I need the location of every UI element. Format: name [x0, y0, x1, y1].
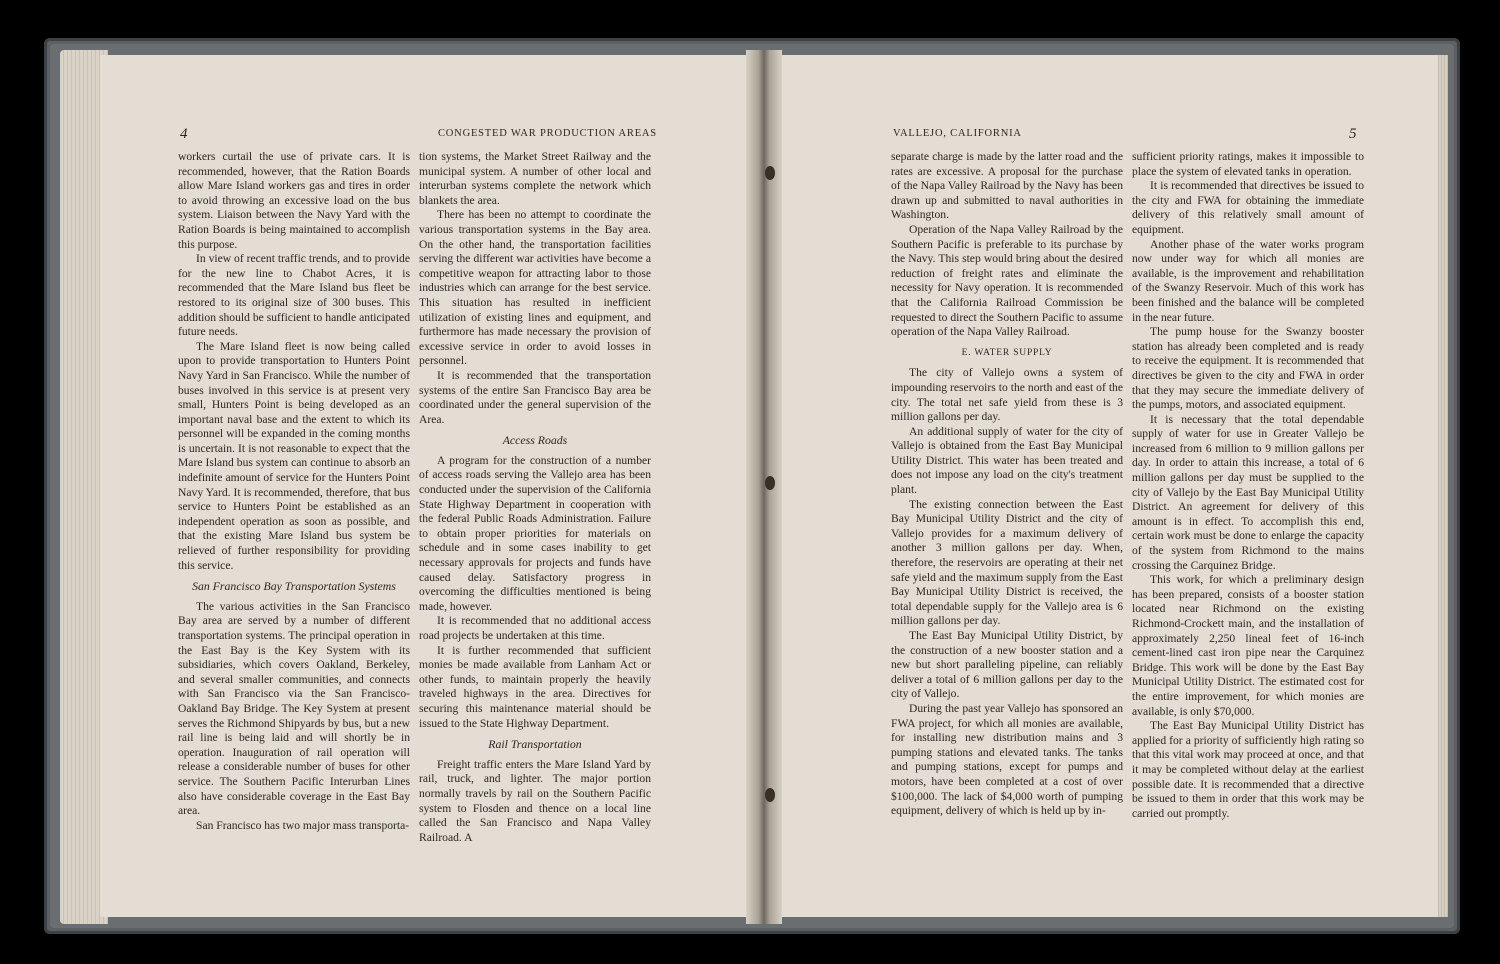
binding-hole [765, 476, 775, 490]
paragraph: This work, for which a preliminary design has been prepared, consists of a booster station located near Richmond on the existing Richmond-Crockett main, and the installation of approximately 2,250 lineal feet of 16-inch cement-lined cast iron pipe near the Carquinez Bridge. This work will be done by the East Bay Municipal Utility District. The estimated cost for the entire improvement, for which monies are available, is only $70,000. [1132, 573, 1364, 718]
section-heading: Rail Transportation [488, 737, 582, 752]
paragraph: There has been no attempt to coordinate the various transportation systems in the Bay area. On the other hand, the transportation facilities serving the different war activities have become a competitive weapon for attracting labor to those industries which can arrange for the best service. This situation has resulted in inefficient utilization of existing lines and equipment, and furthermore has made necessary the provision of excessive service in order to avoid losses in personnel. [419, 208, 651, 368]
section-heading: E. WATER SUPPLY [961, 347, 1053, 358]
paragraph: It is recommended that the transportation systems of the entire San Francisco Bay area be coordinated under the general supervision of the Area. [419, 368, 651, 426]
paragraph: The pump house for the Swanzy booster station has already been completed and is ready to receive the equipment. It is recommended that directives be given to the city and FWA in order that they may secure the immediate delivery of the pumps, motors, and associated equipment. [1132, 325, 1364, 412]
paragraph: The Mare Island fleet is now being called upon to provide transportation to Hunters Point Navy Yard in San Francisco. While the number of buses involved in this service is at present very small, Hunters Point is being developed as an important naval base and the extent to which its personnel will be expanded in the coming months is uncertain. It is not reasonable to expect that the Mare Island bus system can continue to absorb an indefinite amount of service for the Hunters Point Navy Yard. It is recommended, therefore, that bus service to Hunters Point be established as an independent operation as soon as possible, and that the existing Mare Island bus system be relieved of further responsibility for providing this service. [178, 339, 410, 572]
paragraph: sufficient priority ratings, makes it impossible to place the system of elevated tanks in operation. [1132, 150, 1364, 178]
paragraph: Freight traffic enters the Mare Island Yard by rail, truck, and lighter. The major portion normally travels by rail on the Southern Pacific system to Flosden and thence on a local line called the San Francisco and Napa Valley Railroad. A [419, 757, 651, 844]
paragraph: separate charge is made by the latter road and the rates are excessive. A proposal for the purchase of the Napa Valley Railroad by the Navy has been drawn up and submitted to naval authorities in Washington. [891, 150, 1123, 222]
paragraph: The various activities in the San Francisco Bay area are served by a number of different transportation systems. The principal operation in the East Bay is the Key System with its subsidiaries, which covers Oakland, Berkeley, and several smaller communities, and connects with San Francisco via the San Francisco-Oakland Bay Bridge. The Key System at present serves the Richmond Shipyards by bus, but a new rail line is being laid and will shortly be in operation. Inauguration of rail operation will release a considerable number of buses for other service. The Southern Pacific Interurban Lines also have considerable coverage in the East Bay area. [178, 599, 410, 818]
left-column-1 [178, 150, 410, 833]
binding-hole [765, 788, 775, 802]
right-page-number: 5 [1349, 126, 1357, 142]
paragraph: Another phase of the water works program now under way for which all monies are available, is the improvement and rehabilitation of the Swanzy Reservoir. Much of this work has been finished and the balance will be completed in the near future. [1132, 237, 1364, 324]
binding-hole [765, 166, 775, 180]
paragraph: The East Bay Municipal Utility District, by the construction of a new booster station and a new but short paralleling pipeline, can reliably deliver a total of 6 million gallons per day to the city of Vallejo. [891, 629, 1123, 701]
section-heading: Access Roads [502, 433, 568, 448]
paragraph: It is recommended that no additional access road projects be undertaken at this time. [419, 614, 651, 642]
right-column-2 [1132, 150, 1364, 821]
paragraph: It is necessary that the total dependable supply of water for use in Greater Vallejo be increased from 6 million to 9 million gallons per day. In order to attain this increase, a total of 6 million gallons per day must be supplied to the city of Vallejo by the East Bay Municipal Utility District. An agreement for delivery of this amount is in effect. To accomplish this end, certain work must be done to enlarge the capacity of the system from Richmond to the mains crossing the Carquinez Bridge. [1132, 412, 1364, 572]
paragraph: In view of recent traffic trends, and to provide for the new line to Chabot Acres, it is recommended that the Mare Island bus fleet be restored to its original size of 300 buses. This addition should be sufficient to handle anticipated future needs. [178, 252, 410, 339]
paragraph: The city of Vallejo owns a system of impounding reservoirs to the north and east of the city. The total net safe yield from these is 3 million gallons per day. [891, 366, 1123, 424]
left-column-2 [419, 150, 651, 845]
right-column-1 [891, 150, 1123, 819]
paragraph: It is further recommended that sufficient monies be made available from Lanham Act or other funds, to maintain properly the heavily traveled highways in the area. Directives for securing this maintenance material should be issued to the State Highway Department. [419, 643, 651, 730]
section-heading: San Francisco Bay Transportation Systems [192, 579, 396, 594]
left-running-head: CONGESTED WAR PRODUCTION AREAS [438, 128, 657, 139]
paragraph: A program for the construction of a number of access roads serving the Vallejo area has been conducted under the supervision of the California State Highway Department in cooperation with the federal Public Roads Administration. Failure to obtain proper priorities for materials on schedule and in some cases inability to get necessary approvals for projects and funds have caused delay. Satisfactory progress in overcoming the difficulties mentioned is being made, however. [419, 453, 651, 613]
paragraph: The existing connection between the East Bay Municipal Utility District and the city of Vallejo provides for a maximum delivery of another 3 million gallons per day. When, therefore, the reservoirs are operating at their net safe yield and the maximum supply from the East Bay Municipal Utility District is received, the total dependable supply for the Vallejo area is 6 million gallons per day. [891, 497, 1123, 628]
paragraph: The East Bay Municipal Utility District has applied for a priority of sufficiently high rating so that this vital work may proceed at once, and that it may be completed without delay at the earliest possible date. It is recommended that a directive be issued to them in order that this work may be carried out promptly. [1132, 719, 1364, 820]
right-running-head: VALLEJO, CALIFORNIA [893, 128, 1022, 139]
paragraph: An additional supply of water for the city of Vallejo is obtained from the East Bay Municipal Utility District. This water has been treated and does not impose any load on the city's treatment plant. [891, 424, 1123, 497]
paragraph: During the past year Vallejo has sponsored an FWA project, for which all monies are available, for installing new distribution mains and 3 pumping stations and elevated tanks. The tanks and pumping stations, except for pumps and motors, have been completed at a cost of over $100,000. The lack of $4,000 worth of pumping equipment, delivery of which is held up by in- [891, 701, 1123, 818]
paragraph: workers curtail the use of private cars. It is recommended, however, that the Ration Boards allow Mare Island workers gas and tires in order to avoid throwing an excessive load on the bus system. Liaison between the Navy Yard with the Ration Boards is being maintained to accomplish this purpose. [178, 150, 410, 251]
book-gutter [746, 50, 782, 924]
left-page-number: 4 [180, 126, 188, 142]
paragraph: Operation of the Napa Valley Railroad by the Southern Pacific is preferable to its purchase by the Navy. This step would bring about the desired reduction of freight rates and eliminate the necessity for Navy operation. It is recommended that the California Railroad Commission be requested to direct the Southern Pacific to assume operation of the Napa Valley Railroad. [891, 222, 1123, 339]
paragraph: San Francisco has two major mass transporta- [196, 818, 410, 832]
paragraph: It is recommended that directives be issued to the city and FWA for obtaining the immediate delivery of this relatively small amount of equipment. [1132, 179, 1364, 236]
paragraph: tion systems, the Market Street Railway and the municipal system. A number of other local and interurban systems complete the network which blankets the area. [419, 150, 651, 207]
